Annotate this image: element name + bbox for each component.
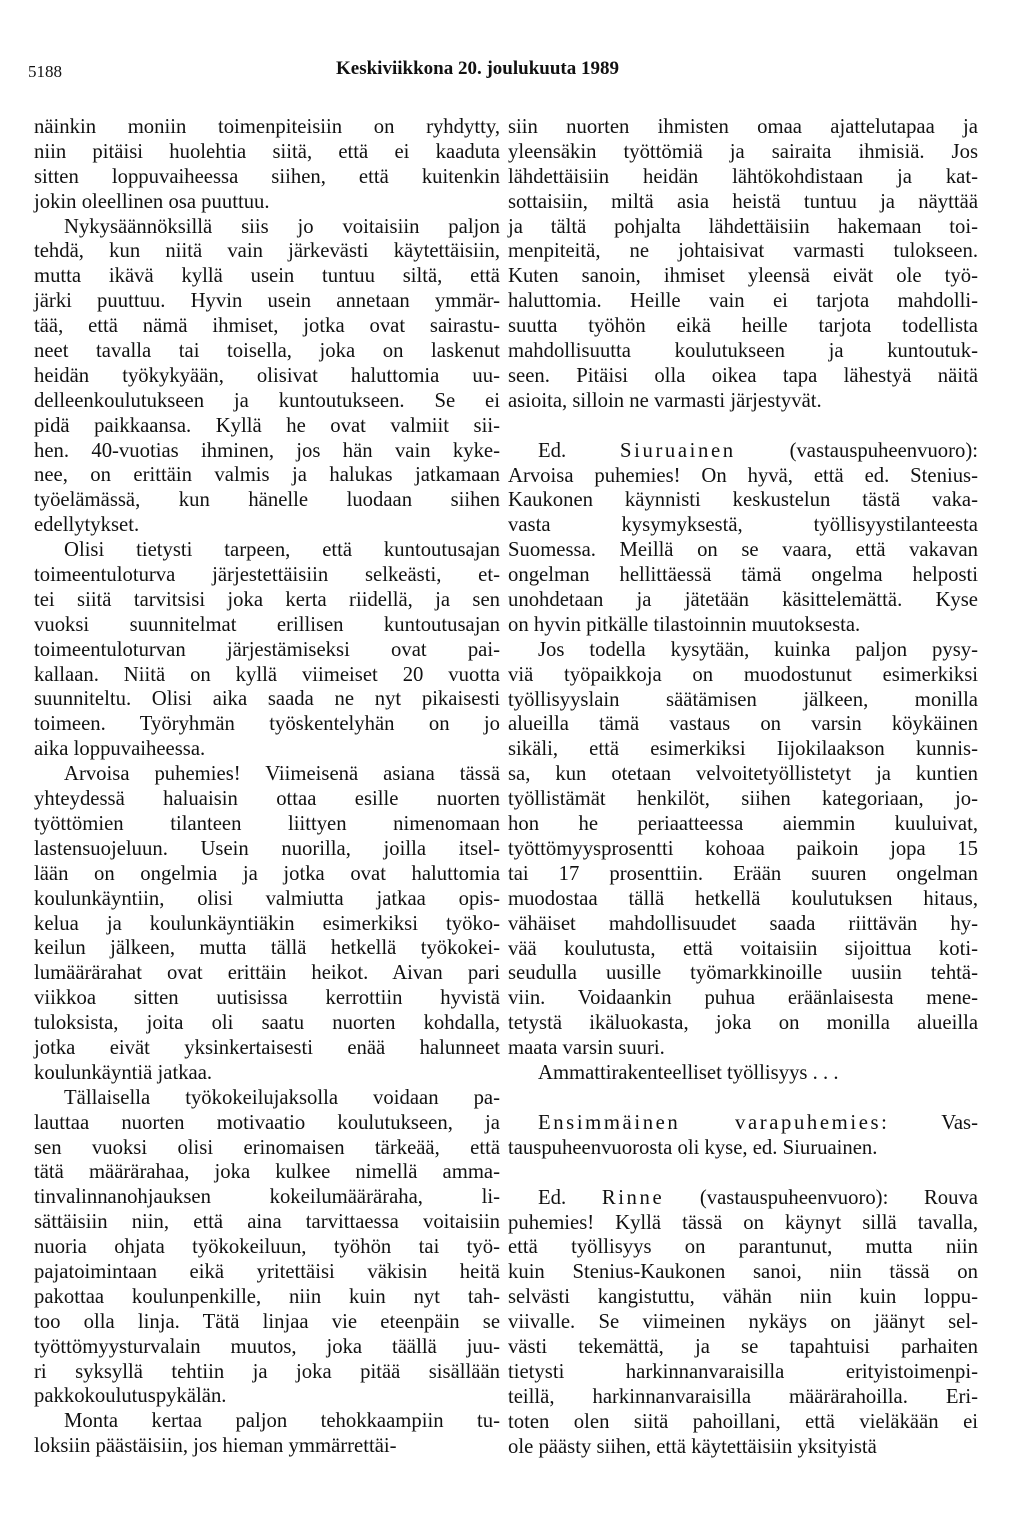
- speech-body: [508, 464, 978, 1086]
- text-line: Tällaisella työkokeilujaksolla voidaan pa-: [64, 1086, 500, 1109]
- text-line: kelua ja koulunkäyntiäkin esimerkiksi työko-: [34, 912, 500, 935]
- text-line: työttömien tilanteen liittyen nimenomaan: [34, 812, 500, 835]
- text-line: lastensuojeluun. Usein nuorilla, joilla itsel-: [34, 837, 500, 860]
- text-line: pajatoimintaan eikä yritettäisi väkisin heitä: [34, 1260, 500, 1283]
- text-line: viin. Voidaankin puhua eräänlaisesta mene-: [508, 987, 978, 1010]
- text-line: Kuten sanoin, ihmiset yleensä eivät ole työ-: [508, 265, 978, 288]
- left-column: [34, 115, 500, 1459]
- text-line: seudulla uusille työmarkkinoille uusiin tehtä-: [508, 962, 978, 985]
- text-line: pakkokoulutuspykälän.: [34, 1385, 227, 1408]
- text-line: vuoksi suunnitelmat erillisen kuntoutusajan: [34, 613, 500, 636]
- text-line: tinvalinnanohjauksen kokeilumääräraha, li-: [34, 1186, 500, 1209]
- text-line: seen. Pitäisi olla oikea tapa lähestyä näitä: [508, 364, 978, 387]
- text-line: lumäärärahat ovat erittäin heikot. Aivan pari: [34, 962, 500, 985]
- text-line: koulunkäyntiä jatkaa.: [34, 1061, 213, 1084]
- text-line: on hyvin pitkälle tilastoinnin muutoksesta.: [508, 613, 861, 636]
- text-line: nuoria ohjata työkokeiluun, työhön tai työ-: [34, 1236, 500, 1259]
- text-line: sättäisiin niin, että aina tarvittaessa voitaisiin: [34, 1211, 500, 1234]
- text-line: ja tältä pohjalta lähdettäisiin hakemaan toi-: [508, 215, 978, 238]
- text-line: Ammattirakenteelliset työllisyys . . .: [538, 1061, 839, 1084]
- text-line: edellytykset.: [34, 514, 140, 537]
- text-line: asioita, silloin ne varmasti järjestyvät.: [508, 389, 822, 412]
- text-line: tauspuheenvuorosta oli kyse, ed. Siuruainen.: [508, 1136, 878, 1159]
- text-line: yhteydessä haluaisin ottaa esille nuorten: [34, 788, 500, 811]
- text-line: selvästi kangistuttu, vähän niin kuin loppu-: [508, 1286, 978, 1309]
- text-line: haluttomia. Heille vain ei tarjota mahdolli-: [508, 290, 978, 313]
- text-line: hen. 40-vuotias ihminen, jos hän vain kyke-: [34, 439, 500, 462]
- text-line: mutta ikävä kyllä usein tuntuu siltä, että: [34, 265, 500, 288]
- text-line: pidä paikkaansa. Kyllä he ovat valmiit sii-: [34, 414, 500, 437]
- text-line: työelämässä, kun hänelle luodaan siihen: [34, 489, 500, 512]
- text-line: tää, että nämä ihmiset, jotka ovat sairastu-: [34, 315, 500, 338]
- text-line: maata varsin suuri.: [508, 1037, 665, 1060]
- text-line: tietysti harkinnanvaraisilla erityistoimenpi-: [508, 1360, 978, 1383]
- text-line: suutta työhön eikä heille tarjota todellista: [508, 315, 978, 338]
- text-line: lähdettäisiin heidän lähtökohdistaan ja kat-: [508, 165, 978, 188]
- text-line: alueilla tämä vastaus on varsin köykäinen: [508, 713, 978, 736]
- speaker-name: Rinne: [601, 1186, 665, 1209]
- text-line: jokin oleellinen osa puuttuu.: [34, 190, 270, 213]
- text-line: työllisyyslain säätämisen jälkeen, monilla: [508, 688, 978, 711]
- text-line: työllistämät henkilöt, siihen kategoriaan, jo-: [508, 788, 978, 811]
- text-line: heidän työkykyään, olisivat haluttomia uu-: [34, 364, 500, 387]
- text-line: menpiteitä, ne johtaisivat varmasti tulokseen.: [508, 240, 978, 263]
- text-line: muodostaa tällä hetkellä koulutuksen hitaus,: [508, 887, 978, 910]
- text-line: viikkoa sitten uutisissa kerrottiin hyvistä: [34, 987, 500, 1010]
- text-line: unohdetaan ja jätetään käsittelemättä. Kyse: [508, 589, 978, 612]
- text-line: Jos todella kysytään, kuinka paljon pysy-: [538, 638, 978, 661]
- text-line: tetystä ikäluokasta, joka on monilla alueilla: [508, 1012, 978, 1035]
- text-line: työttömyysprosentti kohoaa paikoin jopa 15: [508, 837, 978, 860]
- running-title: Keskiviikkona 20. joulukuuta 1989: [336, 58, 619, 79]
- text-line: lauttaa nuorten motivaatio koulutukseen, ja: [34, 1111, 500, 1134]
- text-line: vää koulutusta, että voitaisiin sijoittua koti-: [508, 937, 978, 960]
- text-line: hon he periaatteessa aiemmin kuuluivat,: [508, 813, 978, 836]
- text-line: kallaan. Niitä on kyllä viimeiset 20 vuotta: [34, 663, 500, 686]
- paragraph-gap: [508, 1161, 978, 1186]
- speech-heading: [508, 1186, 978, 1211]
- text-line: puhemies! Kyllä tässä on käynyt sillä tavalla,: [508, 1211, 978, 1234]
- text-line: niin pitäisi huolehtia siitä, että ei kaaduta: [34, 140, 500, 163]
- speech-siuruainen: [508, 439, 978, 1086]
- speech-body: [508, 1211, 978, 1460]
- chair-speaker: Ensimmäinen varapuhemies:: [538, 1111, 890, 1134]
- text-line: järki puuttuu. Hyvin usein annetaan ymmär-: [34, 290, 500, 313]
- text-line: keilun jälkeen, mutta tällä hetkellä työkokei-: [34, 937, 500, 960]
- text-line: sa, kun otetaan velvoitetyöllistetyt ja kuntien: [508, 763, 978, 786]
- text-line: kuin Stenius-Kaukonen sanoi, niin tässä on: [508, 1261, 978, 1284]
- text-line: vähäiset mahdollisuudet saada riittävän hy-: [508, 912, 978, 935]
- text-line: tai 17 prosenttiin. Erään suuren ongelman: [508, 862, 978, 885]
- text-line: siin nuorten ihmisten omaa ajattelutapaa ja: [508, 116, 978, 138]
- text-line: too olla linja. Tätä linjaa vie eteenpäin se: [34, 1310, 500, 1333]
- text-line: Arvoisa puhemies! Viimeisenä asiana tässä: [64, 763, 500, 786]
- text-line: koulunkäyntiin, olisi valmiutta jatkaa opis-: [34, 887, 500, 910]
- paragraph-gap: [508, 1086, 978, 1111]
- text-line: Olisi tietysti tarpeen, että kuntoutusajan: [64, 539, 500, 562]
- speaker-name: Siuruainen: [620, 439, 736, 462]
- speaker-prefix: Ed.: [538, 439, 567, 462]
- text-line: loksiin päästäisiin, jos hieman ymmärrettäi-: [34, 1435, 397, 1458]
- text-line: näinkin moniin toimenpiteisiin on ryhdytty,: [34, 116, 500, 138]
- chair-statement: [508, 1111, 978, 1161]
- text-line: neet tavalla tai toisella, joka on laskenut: [34, 340, 500, 363]
- text-line: sikäli, että esimerkiksi Iijokilaakson kunnis-: [508, 738, 978, 761]
- text-line: nee, on erittäin valmis ja halukas jatkamaan: [34, 464, 500, 487]
- text-line: Kaukonen käynnisti keskustelun tästä vaka-: [508, 489, 978, 512]
- text-line: tei siitä tarvitsisi joka kerta riidellä, ja sen: [34, 588, 500, 611]
- right-column: [508, 115, 978, 1459]
- speech-heading-rest: (vastauspuheenvuoro): Rouva: [699, 1186, 978, 1209]
- speech-rinne: [508, 1186, 978, 1460]
- text-line: Suomessa. Meillä on se vaara, että vakavan: [508, 539, 978, 562]
- text-line: sen vuoksi olisi erinomaisen tärkeää, että: [34, 1136, 500, 1159]
- text-line: että työllisyys on parantunut, mutta niin: [508, 1236, 978, 1259]
- page-number: 5188: [28, 62, 62, 81]
- speaker-prefix: Ed.: [538, 1186, 567, 1209]
- text-line: tuloksista, joita oli saatu nuorten kohdalla,: [34, 1012, 500, 1035]
- text-line: yleensäkin työttömiä ja sairaita ihmisiä. Jos: [508, 140, 978, 163]
- text-line: ole päästy siihen, että käytettäisiin yksityistä: [508, 1435, 877, 1458]
- paragraph-gap: [508, 414, 978, 439]
- text-line: ri syksyllä tehtiin ja joka pitää sisällään: [34, 1360, 500, 1383]
- text-line: toimeentuloturva järjestettäisiin selkeästi, et-: [34, 564, 500, 587]
- speech-heading: [508, 439, 978, 464]
- text-line: viivalle. Se viimeinen nykäys on jäänyt sel-: [508, 1311, 978, 1334]
- text-line: pakottaa koulunpenkille, niin kuin nyt tah-: [34, 1285, 500, 1308]
- text-line: västi tekemättä, ja se tapahtuisi parhaiten: [508, 1335, 978, 1358]
- text-line: teillä, harkinnanvaraisilla määrärahoilla. Eri-: [508, 1385, 978, 1408]
- text-line: tehdä, kun niitä vain järkevästi käytettäisiin,: [34, 240, 500, 263]
- text-line: toten olen siitä pahoillani, että vieläkään ei: [508, 1410, 978, 1433]
- text-line: mahdollisuutta koulutukseen ja kuntoutuk-: [508, 340, 978, 363]
- text-line: tätä määrärahaa, joka kulkee nimellä amma-: [34, 1161, 500, 1184]
- text-line: viä työpaikkoja on muodostunut esimerkiksi: [508, 663, 978, 686]
- text-line: toimeentuloturvan järjestämiseksi ovat pai-: [34, 638, 500, 661]
- text-line: aika loppuvaiheessa.: [34, 738, 206, 761]
- page-header: [0, 52, 1024, 86]
- text-line: lään on ongelmia ja jotka ovat haluttomia: [34, 862, 500, 885]
- text-line: Nykysäännöksillä siis jo voitaisiin paljon: [64, 215, 500, 238]
- chair-heading: [508, 1111, 978, 1136]
- text-line: sottaisiin, miltä asia heistä tuntuu ja näyttää: [508, 190, 978, 213]
- text-line: Arvoisa puhemies! On hyvä, että ed. Stenius-: [508, 464, 978, 487]
- text-line: toimeen. Työryhmän työskentelyhän on jo: [34, 713, 500, 736]
- right-column-intro: [508, 115, 978, 414]
- text-line: jotka eivät yksinkertaisesti enää halunneet: [34, 1036, 500, 1059]
- text-line: sitten loppuvaiheessa siihen, että kuitenkin: [34, 165, 500, 188]
- chair-heading-rest: Vas-: [941, 1111, 978, 1134]
- text-line: Monta kertaa paljon tehokkaampiin tu-: [64, 1410, 500, 1433]
- text-line: työttömyysturvalain muutos, joka täällä juu-: [34, 1335, 500, 1358]
- text-line: suunniteltu. Olisi aika saada ne nyt pikaisesti: [34, 688, 500, 711]
- text-line: vasta kysymyksestä, työllisyystilanteesta: [508, 514, 978, 537]
- text-line: ongelman hellittäessä tämä ongelma helposti: [508, 564, 978, 587]
- text-line: delleenkoulutukseen ja kuntoutukseen. Se ei: [34, 389, 500, 412]
- speech-heading-rest: (vastauspuheenvuoro):: [789, 439, 979, 462]
